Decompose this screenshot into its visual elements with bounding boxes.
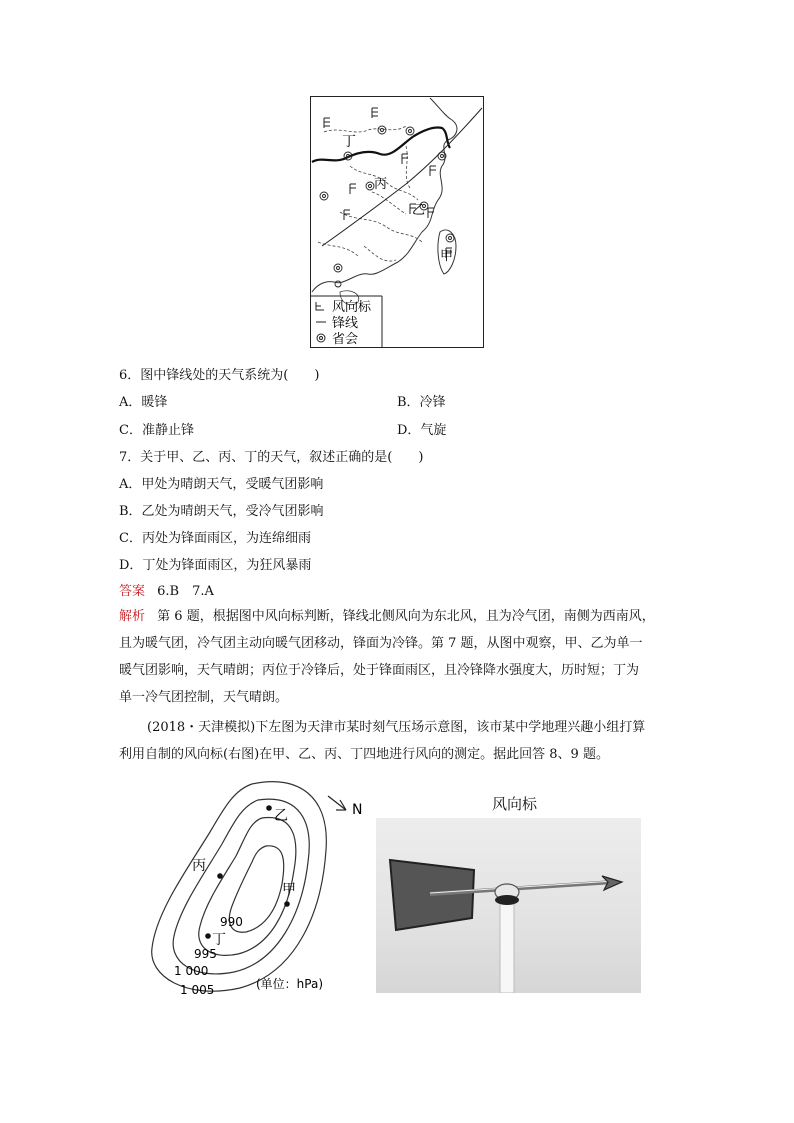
- weather-front-map: [310, 96, 484, 348]
- intro-line-1: (2018・天津模拟)下左图为天津市某时刻气压场示意图，该市某中学地理兴趣小组打算: [147, 720, 646, 735]
- north-label: N: [352, 802, 363, 818]
- point-ding-dot: [205, 933, 211, 939]
- analysis-line-3: 暖气团影响，天气晴朗；丙位于冷锋后，处于锋面雨区，且冷锋降水强度大，历时短；丁为: [119, 663, 640, 678]
- analysis-line-4: 单一冷气团控制，天气晴朗。: [119, 690, 289, 705]
- map-label-yi: 乙: [412, 203, 426, 218]
- analysis-line-2: 且为暖气团，冷气团主动向暖气团移动，锋面为冷锋。第 7 题，从图中观察，甲、乙为单一: [119, 636, 643, 651]
- legend-front-line: 锋线: [332, 316, 359, 331]
- answer-line: [119, 583, 214, 601]
- point-yi-dot: [266, 805, 272, 811]
- point-jia-dot: [284, 901, 290, 907]
- analysis-label: 解析: [119, 609, 146, 624]
- isobar-value-990: 990: [220, 915, 243, 929]
- point-ding-label: 丁: [212, 932, 226, 948]
- map-label-bing: 丙: [374, 177, 388, 192]
- point-jia-label: 甲: [282, 882, 296, 898]
- intro-line-2: 利用自制的风向标(右图)在甲、乙、丙、丁四地进行风向的测定。据此回答 8、9 题。: [119, 747, 609, 762]
- q7-option-b: B．乙处为晴朗天气，受冷气团影响: [119, 504, 324, 519]
- point-yi-label: 乙: [274, 808, 288, 824]
- q6-option-a: A．暖锋: [119, 395, 168, 410]
- q7-option-c: C．丙处为锋面雨区，为连绵细雨: [119, 531, 311, 546]
- q6-stem: 6．图中锋线处的天气系统为( ): [119, 368, 320, 383]
- isobar-map: [148, 776, 370, 998]
- q6-option-b: B．冷锋: [397, 395, 446, 410]
- isobar-lines: [152, 782, 327, 992]
- map-label-jia: 甲: [440, 249, 454, 264]
- wind-vane-photo: [376, 818, 641, 993]
- q7-option-d: D．丁处为锋面雨区，为狂风暴雨: [119, 558, 312, 573]
- answer-label: 答案: [119, 584, 146, 599]
- photo-title: 风向标: [492, 795, 538, 813]
- isobar-value-1005: 1 005: [180, 983, 215, 997]
- point-bing-label: 丙: [192, 858, 206, 874]
- q6-option-c: C．准静止锋: [119, 423, 194, 438]
- north-arrow-icon: [328, 796, 346, 810]
- q6-option-d: D．气旋: [397, 423, 447, 438]
- point-bing-dot: [217, 873, 223, 879]
- analysis-text-1: 第 6 题，根据图中风向标判断，锋线北侧风向为东北风，且为冷气团，南侧为西南风，: [157, 609, 655, 624]
- analysis-line-1: [119, 608, 655, 626]
- map-label-ding: 丁: [342, 134, 356, 150]
- legend-capital: 省会: [332, 332, 359, 347]
- q7-option-a: A．甲处为晴朗天气，受暖气团影响: [119, 477, 324, 492]
- isobar-value-995: 995: [194, 947, 217, 961]
- wind-vane-icon: [376, 818, 641, 993]
- isobar-unit: (单位：hPa): [256, 977, 324, 991]
- q7-stem: 7．关于甲、乙、丙、丁的天气，叙述正确的是( ): [119, 450, 424, 465]
- legend-wind-vane: 风向标: [332, 300, 372, 315]
- isobar-value-1000: 1 000: [174, 964, 209, 978]
- answer-text: 6.B 7.A: [157, 584, 214, 599]
